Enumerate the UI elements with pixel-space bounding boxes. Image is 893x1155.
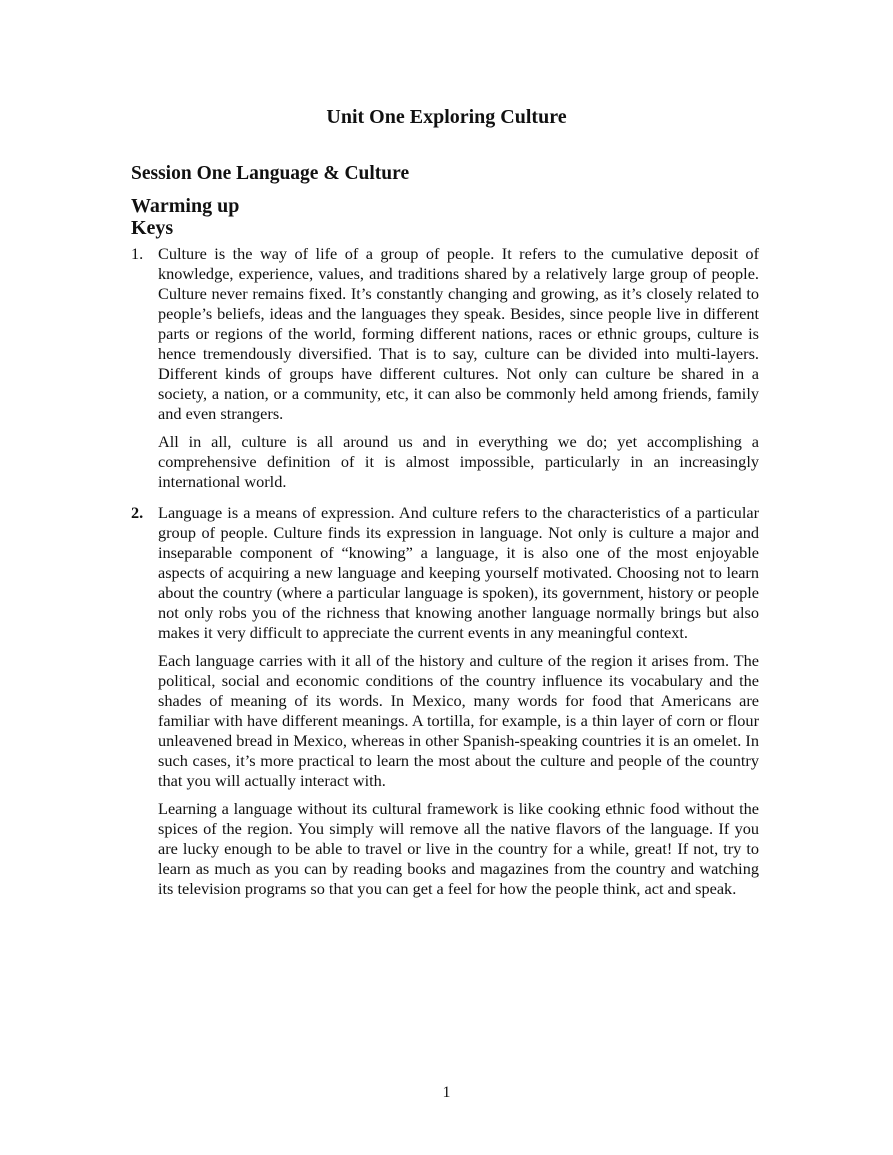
page-number: 1 (442, 1084, 451, 1101)
item-number: 1. (131, 244, 144, 263)
session-title: Session One Language & Culture (131, 163, 410, 184)
paragraph (131, 503, 759, 643)
item-number: 2. (131, 503, 144, 522)
subsection-title: Keys (131, 217, 174, 239)
paragraph-text: Language is a means of expression. And culture refers to the characteristics of a particular group of people. Culture finds its expression in language. Not only is culture a major and inseparable component of “knowing” a language, it is also one of the most enjoyable aspects of acquiring a new language and keeping yourself motivated. Choosing not to learn about the country (where a particular language is spoken), its government, history or people not only robs you of the richness that knowing another language normally brings but also makes it very difficult to appreciate the current events in any meaningful context. (158, 503, 759, 642)
answer-item-2 (131, 503, 759, 899)
paragraph-text: Culture is the way of life of a group of people. It refers to the cumulative deposit of knowledge, experience, values, and traditions shared by a relatively large group of people. Culture never remains fixed. It’s constantly changing and growing, as it’s closely related to people’s beliefs, ideas and the languages they speak. Besides, since people live in different parts or regions of the world, forming different nations, races or ethnic groups, culture is hence tremendously diversified. That is to say, culture can be divided into multi-layers. Different kinds of groups have different cultures. Not only can culture be shared in a society, a nation, or a community, etc, it can also be commonly held among friends, family and even strangers. (158, 244, 759, 423)
answer-item-1 (131, 244, 759, 492)
paragraph (131, 244, 759, 424)
paragraph: Learning a language without its cultural framework is like cooking ethnic food without the spices of the region. You simply will remove all the native flavors of the language. If you are lucky enough to be able to travel or live in the country for a while, great! If not, try to learn as much as you can by reading books and magazines from the country and watching its television programs so that you can get a feel for how the people think, act and speak. (158, 799, 759, 898)
unit-title: Unit One Exploring Culture (326, 106, 567, 128)
paragraph: Each language carries with it all of the history and culture of the region it arises from. The political, social and economic conditions of the country influence its vocabulary and the shades of meaning of its words. In Mexico, many words for food that Americans are familiar with have different meanings. A tortilla, for example, is a thin layer of corn or flour unleavened bread in Mexico, whereas in other Spanish-speaking countries it is an omelet. In such cases, it’s more practical to learn the most about the culture and people of the country that you will actually interact with. (158, 651, 759, 790)
paragraph: All in all, culture is all around us and in everything we do; yet accomplishing a comprehensive definition of it is almost impossible, particularly in an increasingly international world. (158, 432, 759, 491)
section-title: Warming up (131, 195, 240, 217)
